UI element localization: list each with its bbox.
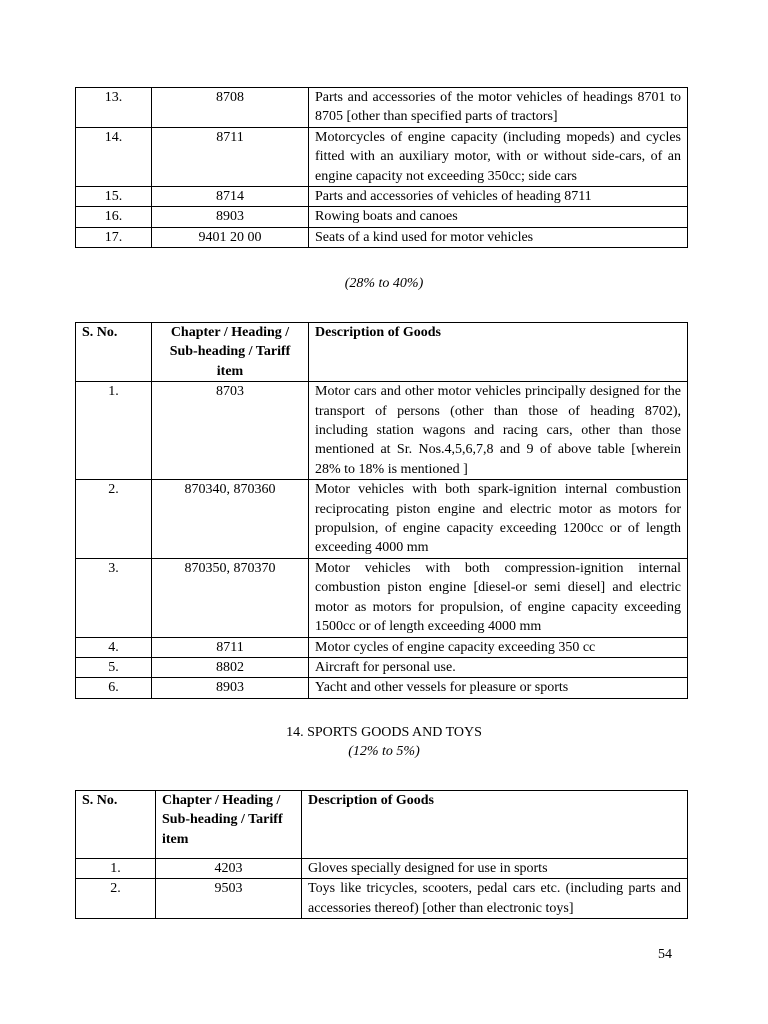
table-header-row xyxy=(76,791,688,859)
serial-number: 13. xyxy=(76,88,152,128)
tariff-heading: 8903 xyxy=(152,678,309,698)
serial-number: 6. xyxy=(76,678,152,698)
table-row xyxy=(76,227,688,247)
rate-change-label: (28% to 40%) xyxy=(344,276,424,291)
rate-change-label: (12% to 5%) xyxy=(348,744,420,759)
table-row xyxy=(76,127,688,186)
tariff-heading: 9401 20 00 xyxy=(152,227,309,247)
table-header-row xyxy=(76,323,688,382)
goods-description: Parts and accessories of vehicles of heading 8711 xyxy=(309,187,688,207)
goods-description: Seats of a kind used for motor vehicles xyxy=(309,227,688,247)
goods-description: Rowing boats and canoes xyxy=(309,207,688,227)
page-number: 54 xyxy=(658,947,672,962)
header-description: Description of Goods xyxy=(309,323,688,382)
serial-number: 17. xyxy=(76,227,152,247)
header-sno: S. No. xyxy=(76,323,152,382)
tariff-heading: 870340, 870360 xyxy=(152,480,309,559)
goods-description: Yacht and other vessels for pleasure or sports xyxy=(309,678,688,698)
table-row xyxy=(76,879,688,919)
header-description: Description of Goods xyxy=(302,791,688,859)
serial-number: 16. xyxy=(76,207,152,227)
goods-description: Motor cycles of engine capacity exceeding 350 cc xyxy=(309,637,688,657)
header-heading: Chapter / Heading / Sub-heading / Tariff item xyxy=(152,323,309,382)
serial-number: 14. xyxy=(76,127,152,186)
serial-number: 5. xyxy=(76,657,152,677)
table-row xyxy=(76,637,688,657)
tariff-heading: 8708 xyxy=(152,88,309,128)
tariff-heading: 9503 xyxy=(156,879,302,919)
goods-description: Gloves specially designed for use in sports xyxy=(302,859,688,879)
table-row xyxy=(76,382,688,480)
tariff-heading: 4203 xyxy=(156,859,302,879)
table-row xyxy=(76,678,688,698)
tariff-heading: 8903 xyxy=(152,207,309,227)
goods-table-continued xyxy=(75,87,688,248)
sports-goods-table xyxy=(75,790,688,919)
goods-description: Motorcycles of engine capacity (including mopeds) and cycles fitted with an auxiliary motor, with or without side-cars, of an engine capacity not exceeding 350cc; side cars xyxy=(309,127,688,186)
section-title: 14. SPORTS GOODS AND TOYS xyxy=(286,725,482,740)
serial-number: 2. xyxy=(76,480,152,559)
table-row xyxy=(76,480,688,559)
header-heading: Chapter / Heading / Sub-heading / Tariff item xyxy=(156,791,302,859)
goods-description: Parts and accessories of the motor vehicles of headings 8701 to 8705 [other than specified parts of tractors] xyxy=(309,88,688,128)
table-row xyxy=(76,207,688,227)
table-row xyxy=(76,88,688,128)
tariff-heading: 870350, 870370 xyxy=(152,558,309,637)
goods-table-28-40 xyxy=(75,322,688,699)
header-sno: S. No. xyxy=(76,791,156,859)
tariff-heading: 8802 xyxy=(152,657,309,677)
serial-number: 3. xyxy=(76,558,152,637)
goods-description: Motor vehicles with both compression-ignition internal combustion piston engine [diesel-or semi diesel] and electric motor as motors for propulsion, of engine capacity exceeding 1500cc or of length exceeding 4000 mm xyxy=(309,558,688,637)
serial-number: 4. xyxy=(76,637,152,657)
goods-description: Motor vehicles with both spark-ignition internal combustion reciprocating piston engine and electric motor as motors for propulsion, of engine capacity exceeding 1200cc or of length exceeding 4000 mm xyxy=(309,480,688,559)
table-row xyxy=(76,187,688,207)
serial-number: 1. xyxy=(76,382,152,480)
goods-description: Toys like tricycles, scooters, pedal cars etc. (including parts and accessories thereof) [other than electronic toys] xyxy=(302,879,688,919)
serial-number: 2. xyxy=(76,879,156,919)
goods-description: Aircraft for personal use. xyxy=(309,657,688,677)
table-row xyxy=(76,657,688,677)
table-row xyxy=(76,558,688,637)
tariff-heading: 8703 xyxy=(152,382,309,480)
serial-number: 1. xyxy=(76,859,156,879)
tariff-heading: 8714 xyxy=(152,187,309,207)
goods-description: Motor cars and other motor vehicles principally designed for the transport of persons (other than those of heading 8702), including station wagons and racing cars, other than those mentioned at Sr. Nos.4,5,6,7,8 and 9 of above table [wherein 28% to 18% is mentioned ] xyxy=(309,382,688,480)
table-row xyxy=(76,859,688,879)
tariff-heading: 8711 xyxy=(152,127,309,186)
serial-number: 15. xyxy=(76,187,152,207)
tariff-heading: 8711 xyxy=(152,637,309,657)
